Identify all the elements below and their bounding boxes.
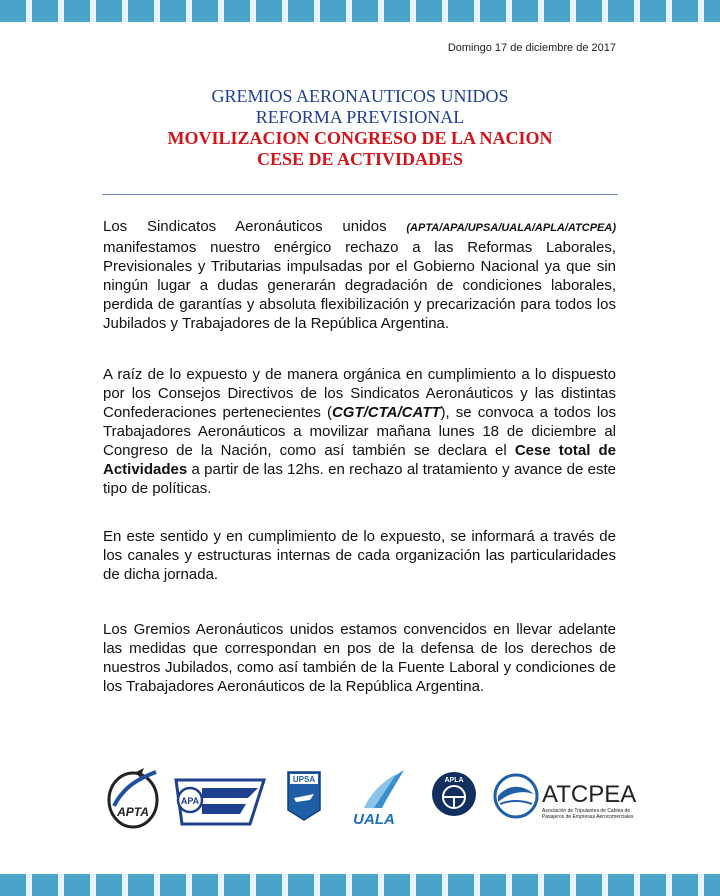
apla-logo-text: APLA xyxy=(444,777,464,784)
paragraph-2-intro: A raíz de lo expuesto y de manera orgánica en cumplimiento a lo dispuesto por los Consejos Directivos de los Sindicatos Aeronáuticos y las distintas Confederaciones pertenecientes ( xyxy=(103,366,616,421)
title-line-2: REFORMA PREVISIONAL xyxy=(255,107,465,127)
upsa-logo-text: UPSA xyxy=(292,775,316,784)
top-border-pattern xyxy=(0,0,720,22)
uala-logo-graphic xyxy=(338,768,412,826)
paragraph-2-end: a partir de las 12hs. en rechazo al tratamiento y avance de este tipo de políticas. xyxy=(103,461,616,497)
paragraph-3: En este sentido y en cumplimiento de lo expuesto, se informará a través de los canales y estructuras internas de cada organización las particularidades de dicha jornada. xyxy=(103,528,616,583)
union-logos-row xyxy=(100,762,640,832)
bottom-border-pattern xyxy=(0,874,720,896)
strike-announcement: Cese total de Actividades xyxy=(103,442,616,478)
paragraph-1-intro: Los Sindicatos Aeronáuticos unidos xyxy=(103,218,407,235)
atcpea-logo xyxy=(492,772,642,833)
unions-list: (APTA/APA/UPSA/UALA/APLA/ATCPEA) xyxy=(406,222,616,234)
upsa-logo xyxy=(286,770,322,827)
title-divider xyxy=(102,194,618,195)
uala-logo-text: UALA xyxy=(353,811,395,826)
paragraph-1-rest: manifestamos nuestro enérgico rechazo a las Reformas Laborales, Previsionales y Tributarias impulsadas por el Gobierno Nacional ya que sin ningún lugar a dudas generarán degradación de condiciones laborales, perdida de garantías y absoluta flexibilización y precarización para todos los Jubilados y Trabajadores de la República Argentina. xyxy=(103,239,616,332)
document-titles xyxy=(100,86,620,170)
apa-logo-text: APA xyxy=(180,796,200,806)
paragraph-4: Los Gremios Aeronáuticos unidos estamos convencidos en llevar adelante las medidas que correspondan en pos de la defensa de los derechos de nuestros Jubilados, como así también de la Fuente Laboral y condiciones de los Trabajadores Aeronáuticos de la República Argentina. xyxy=(103,621,616,695)
paragraph-2 xyxy=(103,365,616,498)
apta-logo-text: APTA xyxy=(117,805,149,819)
apta-logo xyxy=(106,766,164,835)
title-line-3: MOVILIZACION CONGRESO DE LA NACION xyxy=(167,128,553,148)
uala-logo xyxy=(338,768,412,831)
paragraph-1 xyxy=(103,217,616,333)
atcpea-logo-text: ATCPEA xyxy=(542,781,637,808)
document-body xyxy=(103,217,616,696)
title-line-4: CESE DE ACTIVIDADES xyxy=(256,149,464,169)
paragraph-2-middle: ), se convoca a todos los Trabajadores Aeronáuticos a movilizar mañana lunes 18 de diciembre al Congreso de la Nación, como así también se declara el xyxy=(103,404,616,459)
apta-logo-graphic xyxy=(106,766,164,830)
document-date: Domingo 17 de diciembre de 2017 xyxy=(447,42,616,54)
title-line-1: GREMIOS AERONAUTICOS UNIDOS xyxy=(211,86,509,106)
upsa-logo-graphic xyxy=(286,770,322,822)
confederations-list: CGT/CTA/CATT xyxy=(331,404,441,421)
apla-logo xyxy=(430,770,478,823)
apa-logo-graphic xyxy=(172,774,268,830)
apa-logo xyxy=(172,774,268,835)
document-page xyxy=(0,22,720,874)
atcpea-logo-caption: Asociación de Tripulantes de Cabina de Pasajeros de Empresas Aerocomerciales xyxy=(542,808,634,820)
apla-logo-graphic xyxy=(430,770,478,818)
